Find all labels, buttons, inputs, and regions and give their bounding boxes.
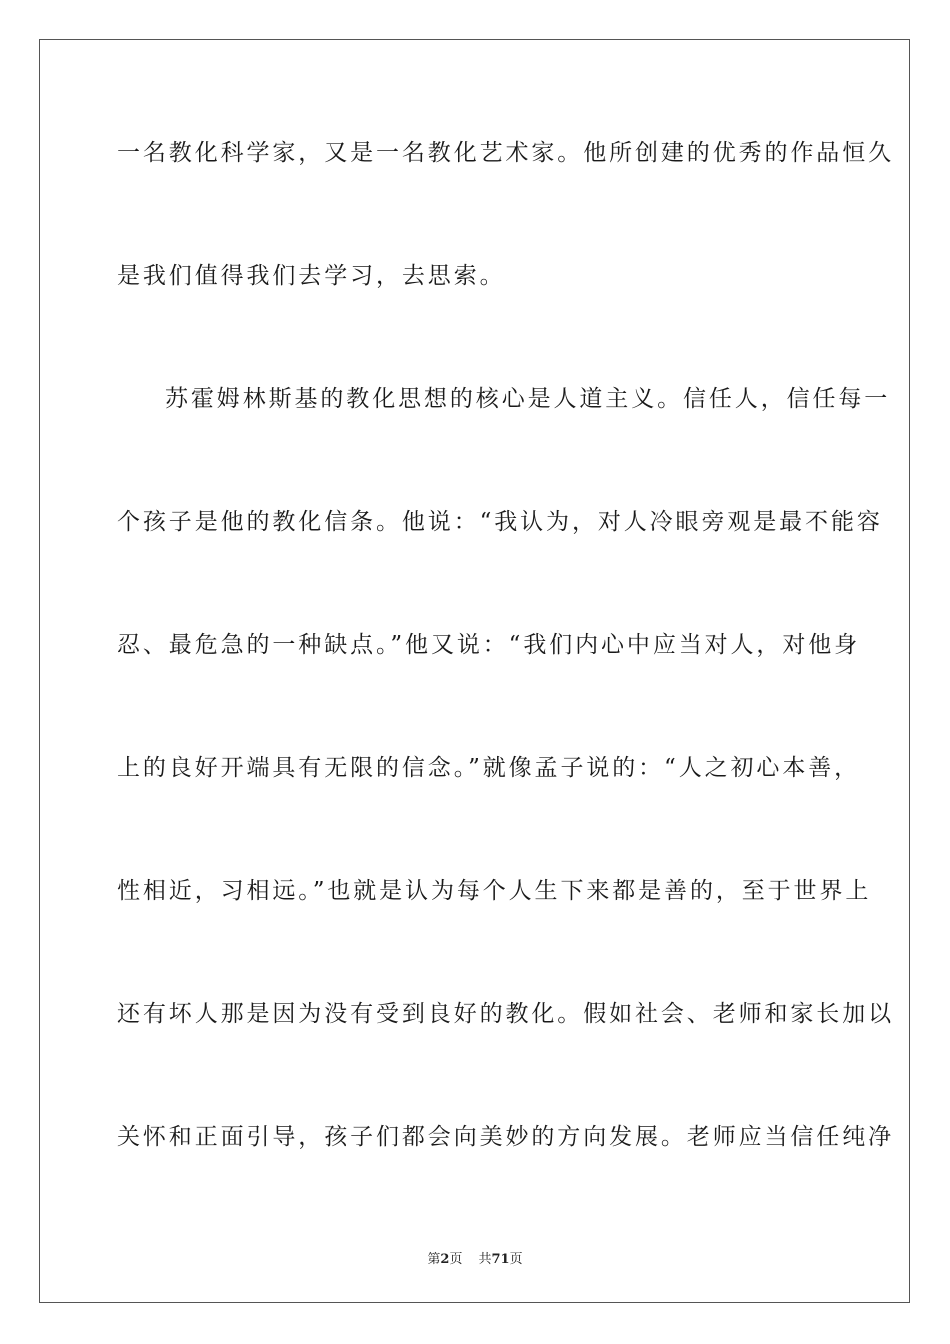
text-line-5: 忍、最危急的一种缺点。”他又说：“我们内心中应当对人，对他身 [117, 632, 861, 658]
text-line-8: 还有坏人那是因为没有受到良好的教化。假如社会、老师和家长加以 [117, 1001, 894, 1027]
page-prefix: 第 [427, 1252, 441, 1267]
text-line-4: 个孩子是他的教化信条。他说：“我认为，对人冷眼旁观是最不能容 [117, 509, 883, 535]
page-number: 2 [440, 1252, 450, 1267]
total-prefix: 共 [478, 1252, 492, 1267]
text-line-7: 性相近，习相远。”也就是认为每个人生下来都是善的，至于世界上 [117, 878, 872, 904]
total-pages: 71 [491, 1252, 510, 1267]
text-line-1: 一名教化科学家，又是一名教化艺术家。他所创建的优秀的作品恒久 [117, 140, 894, 166]
page-suffix: 页 [449, 1252, 463, 1267]
total-suffix: 页 [509, 1252, 523, 1267]
text-line-2: 是我们值得我们去学习，去思索。 [117, 263, 506, 289]
text-line-3: 苏霍姆林斯基的教化思想的核心是人道主义。信任人，信任每一 [165, 386, 891, 412]
page-footer [0, 1248, 950, 1267]
document-body [117, 118, 894, 1225]
text-line-6: 上的良好开端具有无限的信念。”就像孟子说的：“人之初心本善， [117, 755, 861, 781]
text-line-9: 关怀和正面引导，孩子们都会向美妙的方向发展。老师应当信任纯净 [117, 1124, 894, 1150]
